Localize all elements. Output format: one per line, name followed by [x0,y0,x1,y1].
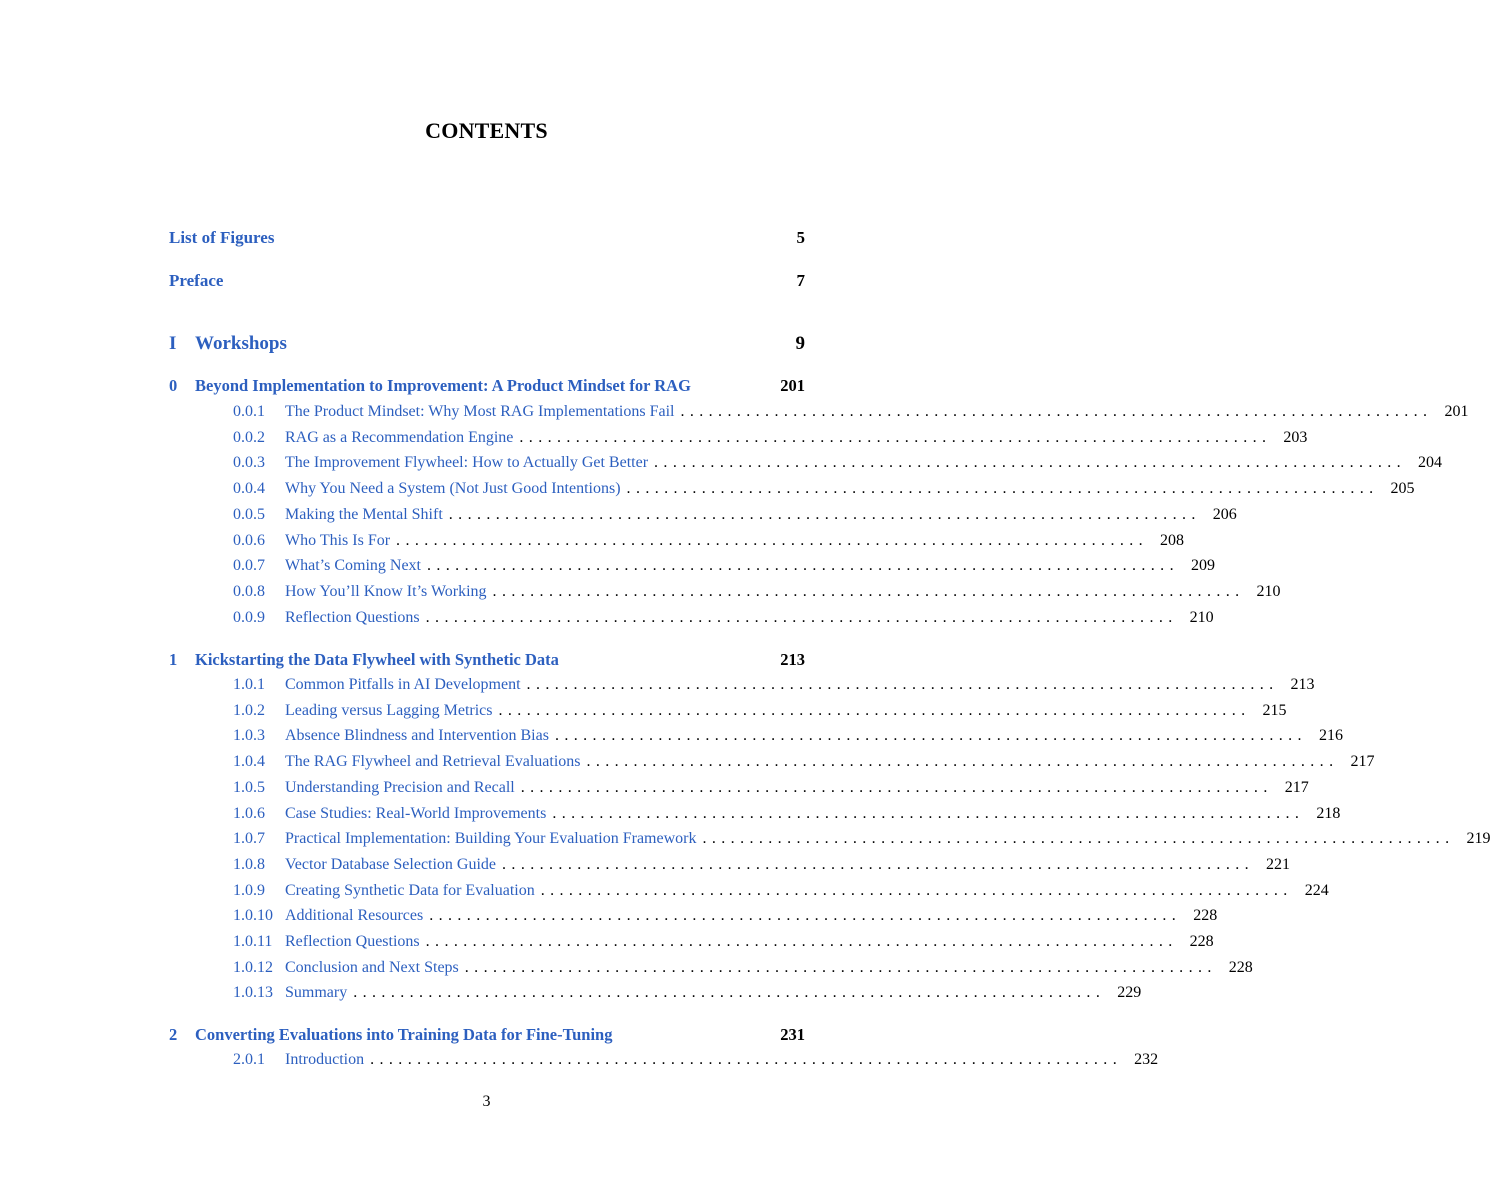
section-title[interactable]: The Improvement Flywheel: How to Actually Get Better [285,454,649,472]
dot-leader: ................................................................................ [353,984,1106,1002]
section-page: 218 [1316,804,1341,822]
dot-leader: ................................................................................ [586,753,1339,771]
section-title[interactable]: Practical Implementation: Building Your Evaluation Framework [285,830,697,848]
section-number[interactable]: 2.0.1 [233,1051,265,1068]
section-number[interactable]: 1.0.5 [233,778,265,796]
section-number[interactable]: 0.0.4 [233,480,265,498]
dot-leader: ................................................................................ [626,480,1379,498]
section-page: 228 [1228,958,1253,976]
dot-leader: ................................................................................ [426,557,1179,575]
part-number[interactable]: I [169,333,177,354]
toc-section-0-0-3[interactable] [169,454,1443,472]
chapter-number[interactable]: 1 [169,650,178,669]
section-number[interactable]: 0.0.1 [233,403,265,420]
section-number[interactable]: 0.0.2 [233,428,265,446]
section-page: 224 [1304,881,1329,899]
section-title[interactable]: Reflection Questions [285,608,420,626]
section-number[interactable]: 1.0.1 [233,676,265,693]
section-title[interactable]: Conclusion and Next Steps [285,958,459,976]
section-page: 232 [1134,1051,1159,1068]
section-page: 204 [1418,454,1443,472]
section-title[interactable]: Understanding Precision and Recall [285,778,515,796]
dot-leader: ................................................................................ [552,804,1305,822]
chapter-title[interactable]: Beyond Implementation to Improvement: A Product Mindset for RAG [195,376,691,395]
dot-leader: ................................................................................ [520,778,1273,796]
toc-part-workshops[interactable] [169,333,805,355]
section-page: 201 [1444,403,1469,420]
toc-section-1-0-6[interactable] [169,804,1341,823]
section-number[interactable]: 0.0.8 [233,582,265,600]
section-title[interactable]: Why You Need a System (Not Just Good Intentions) [285,480,621,498]
toc-section-0-0-2[interactable] [169,428,1308,447]
section-number[interactable]: 1.0.4 [233,753,265,771]
section-page: 209 [1190,557,1215,575]
section-title[interactable]: Creating Synthetic Data for Evaluation [285,881,535,899]
toc-section-0-0-8[interactable] [169,582,1281,601]
toc-entry-title[interactable]: Preface [169,271,224,290]
toc-section-1-0-13[interactable] [169,984,1142,1002]
section-title[interactable]: Vector Database Selection Guide [285,855,497,873]
section-title[interactable]: Summary [285,984,348,1002]
section-number[interactable]: 1.0.3 [233,727,265,745]
section-title[interactable]: Absence Blindness and Intervention Bias [285,727,549,745]
dot-leader: ................................................................................ [370,1051,1123,1068]
dot-leader: ................................................................................ [429,907,1182,925]
dot-leader: ................................................................................ [654,454,1407,472]
toc-entry-title[interactable]: List of Figures [169,228,275,247]
chapter-page: 213 [780,650,805,669]
section-number[interactable]: 1.0.9 [233,881,265,899]
toc-section-1-0-5[interactable] [169,778,1309,797]
toc-section-0-0-5[interactable] [169,505,1237,524]
section-title[interactable]: What’s Coming Next [285,557,421,575]
chapter-title[interactable]: Converting Evaluations into Training Data for Fine-Tuning [195,1025,613,1044]
dot-leader: ................................................................................ [492,582,1245,600]
section-page: 217 [1284,778,1309,796]
dot-leader: ................................................................................ [464,958,1217,976]
section-page: 228 [1193,907,1218,925]
toc-section-1-0-7[interactable] [169,830,1490,848]
dot-leader: ................................................................................ [498,701,1251,719]
part-title[interactable]: Workshops [195,333,287,354]
section-title[interactable]: Additional Resources [285,907,424,925]
toc-chapter-1[interactable] [169,650,805,670]
chapter-page: 201 [780,376,805,395]
toc-section-1-0-8[interactable] [169,855,1291,874]
toc-section-1-0-12[interactable] [169,958,1253,977]
toc-section-0-0-6[interactable] [169,531,1185,550]
section-number[interactable]: 1.0.11 [233,933,273,950]
toc-section-0-0-4[interactable] [169,480,1415,498]
dot-leader: ................................................................................ [425,608,1178,626]
chapter-title[interactable]: Kickstarting the Data Flywheel with Synthetic Data [195,650,559,669]
section-page: 208 [1160,531,1185,549]
section-page: 205 [1390,480,1415,498]
toc-section-1-0-10[interactable] [169,907,1218,925]
section-page: 217 [1350,753,1375,771]
toc-section-2-0-1[interactable] [169,1051,1159,1069]
section-number[interactable]: 1.0.6 [233,804,265,822]
section-title[interactable]: The Product Mindset: Why Most RAG Implementations Fail [285,403,675,420]
section-title[interactable]: Who This Is For [285,531,391,549]
section-number[interactable]: 0.0.5 [233,505,265,523]
section-number[interactable]: 1.0.10 [233,907,273,925]
dot-leader: ................................................................................ [540,881,1293,899]
section-number[interactable]: 0.0.9 [233,608,265,626]
section-title[interactable]: Making the Mental Shift [285,505,443,523]
toc-section-1-0-11[interactable] [169,933,1214,951]
section-number[interactable]: 0.0.7 [233,557,265,575]
dot-leader: ................................................................................ [702,830,1455,848]
section-title[interactable]: Common Pitfalls in AI Development [285,676,521,693]
toc-section-0-0-9[interactable] [169,608,1214,627]
contents-heading: CONTENTS [425,118,548,143]
section-title[interactable]: Case Studies: Real-World Improvements [285,804,547,822]
section-number[interactable]: 1.0.13 [233,984,273,1002]
toc-entry-preface[interactable] [169,271,805,291]
toc-chapter-0[interactable] [169,376,805,396]
section-page: 221 [1266,855,1291,873]
section-page: 216 [1318,727,1343,745]
dot-leader: ................................................................................ [526,676,1279,693]
chapter-number[interactable]: 0 [169,376,178,395]
toc-section-1-0-1[interactable] [169,676,1315,694]
page-number: 3 [482,1093,491,1110]
section-page: 228 [1189,933,1214,950]
toc-section-0-0-1[interactable] [169,403,1469,421]
section-page: 206 [1212,505,1237,523]
chapter-number[interactable]: 2 [169,1025,178,1044]
section-title[interactable]: How You’ll Know It’s Working [285,582,487,600]
section-number[interactable]: 1.0.12 [233,958,273,976]
section-number[interactable]: 1.0.2 [233,701,265,719]
section-page: 213 [1290,676,1315,693]
toc-section-1-0-3[interactable] [169,727,1343,745]
section-title[interactable]: Reflection Questions [285,933,420,950]
toc-section-1-0-9[interactable] [169,881,1329,900]
section-page: 203 [1283,428,1308,446]
dot-leader: ................................................................................ [425,933,1178,950]
section-title[interactable]: The RAG Flywheel and Retrieval Evaluations [285,753,581,771]
toc-entry-list-of-figures[interactable] [169,228,805,248]
dot-leader: ................................................................................ [519,428,1272,446]
part-page: 9 [795,333,805,354]
section-page: 210 [1189,608,1214,626]
toc-entry-page: 5 [796,228,805,247]
dot-leader: ................................................................................ [396,531,1149,549]
table-of-contents [169,0,1490,1199]
dot-leader: ................................................................................ [554,727,1307,745]
section-number[interactable]: 1.0.8 [233,855,265,873]
toc-entry-page: 7 [796,271,805,290]
toc-section-0-0-7[interactable] [169,557,1215,575]
dot-leader: ................................................................................ [502,855,1255,873]
dot-leader: ................................................................................ [448,505,1201,523]
section-title[interactable]: RAG as a Recommendation Engine [285,428,514,446]
section-number[interactable]: 0.0.6 [233,531,265,549]
toc-section-1-0-2[interactable] [169,701,1287,720]
section-page: 229 [1117,984,1142,1002]
section-page: 215 [1262,701,1287,719]
toc-chapter-2[interactable] [169,1025,805,1045]
section-page: 210 [1256,582,1281,600]
section-title[interactable]: Leading versus Lagging Metrics [285,701,493,719]
dot-leader: ................................................................................ [680,403,1433,420]
section-number[interactable]: 0.0.3 [233,454,265,472]
chapter-page: 231 [780,1025,805,1044]
section-title[interactable]: Introduction [285,1051,365,1068]
section-page: 219 [1466,830,1490,848]
toc-section-1-0-4[interactable] [169,753,1375,771]
section-number[interactable]: 1.0.7 [233,830,265,848]
